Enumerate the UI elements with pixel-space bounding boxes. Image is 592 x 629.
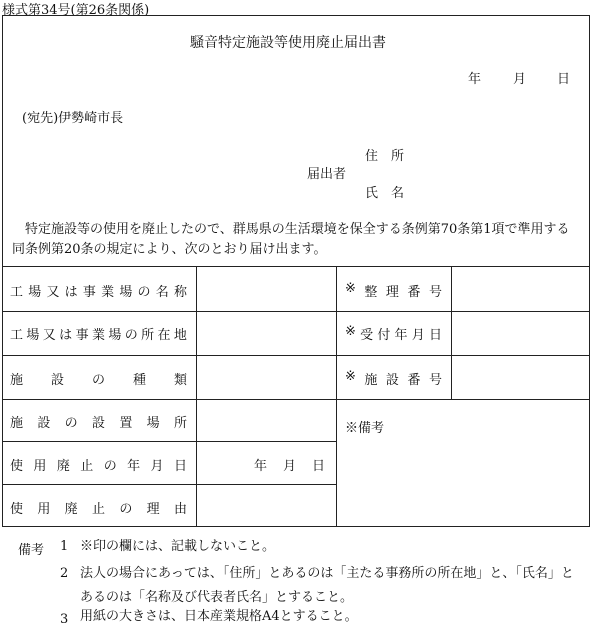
label-char: の — [124, 328, 138, 343]
label-char: 由 — [173, 502, 187, 517]
label-char: は — [64, 285, 78, 300]
label-char: 場 — [28, 285, 42, 300]
note-number: 2 — [60, 566, 69, 581]
label-char: ※ — [345, 369, 356, 384]
form-frame — [2, 15, 590, 527]
note-text: ※印の欄には、記載しないこと。 — [80, 539, 276, 554]
label-char: 種 — [132, 373, 146, 388]
label-char: 事 — [82, 285, 96, 300]
row-label-equipment-number — [345, 369, 442, 388]
label-char: 類 — [173, 373, 187, 388]
row-label-abolition-date — [10, 455, 187, 474]
label-char: 設 — [385, 373, 399, 388]
label-char: 止 — [91, 502, 105, 517]
label-char: 付 — [377, 328, 391, 343]
form-title: 騒音特定施設等使用廃止届出書 — [190, 35, 386, 51]
label-char: の — [64, 416, 78, 431]
label-char: 使 — [10, 459, 24, 474]
label-char: ※ — [345, 281, 356, 296]
abolition-date-day-label: 日 — [312, 459, 326, 474]
label-char: 施 — [10, 373, 24, 388]
form-number-label: 様式第34号(第26条関係) — [2, 3, 150, 18]
label-char: 業 — [91, 328, 105, 343]
note-number: 3 — [60, 612, 69, 627]
table-top-line — [2, 266, 590, 267]
label-char: 又 — [46, 285, 60, 300]
notifier-name-label: 氏 名 — [365, 186, 405, 201]
row-label-facility-address — [10, 324, 187, 343]
label-char: 使 — [10, 502, 24, 517]
remarks-box-label: ※備考 — [345, 421, 385, 436]
table-col-line — [336, 266, 337, 527]
label-char: 場 — [108, 328, 122, 343]
declaration-text: 特定施設等の使用を廃止したので、群馬県の生活環境を保全する条例第70条第1項で準用する同条例第20条の規定により、次のとおり届け出ます。 — [12, 222, 570, 257]
label-char: 場 — [146, 416, 160, 431]
label-char: 施 — [364, 373, 378, 388]
label-char: 設 — [37, 416, 51, 431]
table-row-line — [2, 355, 590, 356]
label-char: の — [91, 373, 105, 388]
label-char: 名 — [155, 285, 169, 300]
label-char: 廃 — [56, 459, 70, 474]
label-char: 整 — [364, 285, 378, 300]
label-char: 所 — [173, 416, 187, 431]
table-row-line — [2, 399, 590, 400]
date-year-label: 年 — [468, 72, 482, 87]
label-char: 理 — [146, 502, 160, 517]
table-row-line — [2, 311, 590, 312]
label-char: ※ — [345, 324, 356, 339]
label-char: 称 — [173, 285, 187, 300]
label-char: 理 — [385, 285, 399, 300]
notifier-role-label: 届出者 — [307, 167, 347, 182]
label-char: 地 — [173, 328, 187, 343]
label-char: 在 — [157, 328, 171, 343]
label-char: 年 — [127, 459, 141, 474]
label-char: 事 — [75, 328, 89, 343]
label-char: 年 — [394, 328, 408, 343]
notifier-address-label: 住 所 — [365, 149, 405, 164]
row-label-receipt-date — [345, 324, 442, 343]
label-char: 場 — [26, 328, 40, 343]
label-char: 又 — [42, 328, 56, 343]
label-char: 日 — [173, 459, 187, 474]
note-number: 1 — [60, 539, 69, 554]
label-char: の — [119, 502, 133, 517]
label-char: 日 — [428, 328, 442, 343]
label-char: は — [59, 328, 73, 343]
label-char: 工 — [10, 285, 24, 300]
table-col-line — [196, 266, 197, 527]
row-label-equipment-type — [10, 369, 187, 388]
table-row-line — [2, 441, 336, 442]
label-char: 設 — [50, 373, 64, 388]
note-text: 法人の場合にあっては、「住所」とあるのは「主たる事務所の所在地」と、「氏名」とあるのは「名称及び代表者氏名」とすること。 — [80, 566, 574, 605]
label-char: 号 — [428, 373, 442, 388]
label-char: 業 — [101, 285, 115, 300]
row-label-installation-location — [10, 412, 187, 431]
label-char: の — [137, 285, 151, 300]
table-col-line — [451, 266, 452, 399]
note-text: 用紙の大きさは、日本産業規格A4とすること。 — [80, 609, 358, 624]
label-char: 月 — [411, 328, 425, 343]
notes-heading: 備考 — [18, 543, 45, 558]
row-label-abolition-reason — [10, 498, 187, 517]
date-month-label: 月 — [513, 72, 527, 87]
table-row-line — [2, 484, 336, 485]
row-label-facility-name — [10, 281, 187, 300]
row-label-reference-number — [345, 281, 442, 300]
label-char: 月 — [150, 459, 164, 474]
label-char: 設 — [91, 416, 105, 431]
label-char: 用 — [33, 459, 47, 474]
label-char: 施 — [10, 416, 24, 431]
label-char: 受 — [360, 328, 374, 343]
date-day-label: 日 — [557, 72, 571, 87]
label-char: 用 — [37, 502, 51, 517]
label-char: 廃 — [64, 502, 78, 517]
label-char: 場 — [119, 285, 133, 300]
label-char: 所 — [141, 328, 155, 343]
label-char: 止 — [80, 459, 94, 474]
addressee-label: (宛先)伊勢崎市長 — [22, 111, 124, 126]
label-char: の — [103, 459, 117, 474]
label-char: 工 — [10, 328, 24, 343]
label-char: 番 — [407, 285, 421, 300]
abolition-date-year-label: 年 — [254, 459, 268, 474]
label-char: 番 — [407, 373, 421, 388]
label-char: 置 — [119, 416, 133, 431]
abolition-date-month-label: 月 — [283, 459, 297, 474]
label-char: 号 — [428, 285, 442, 300]
